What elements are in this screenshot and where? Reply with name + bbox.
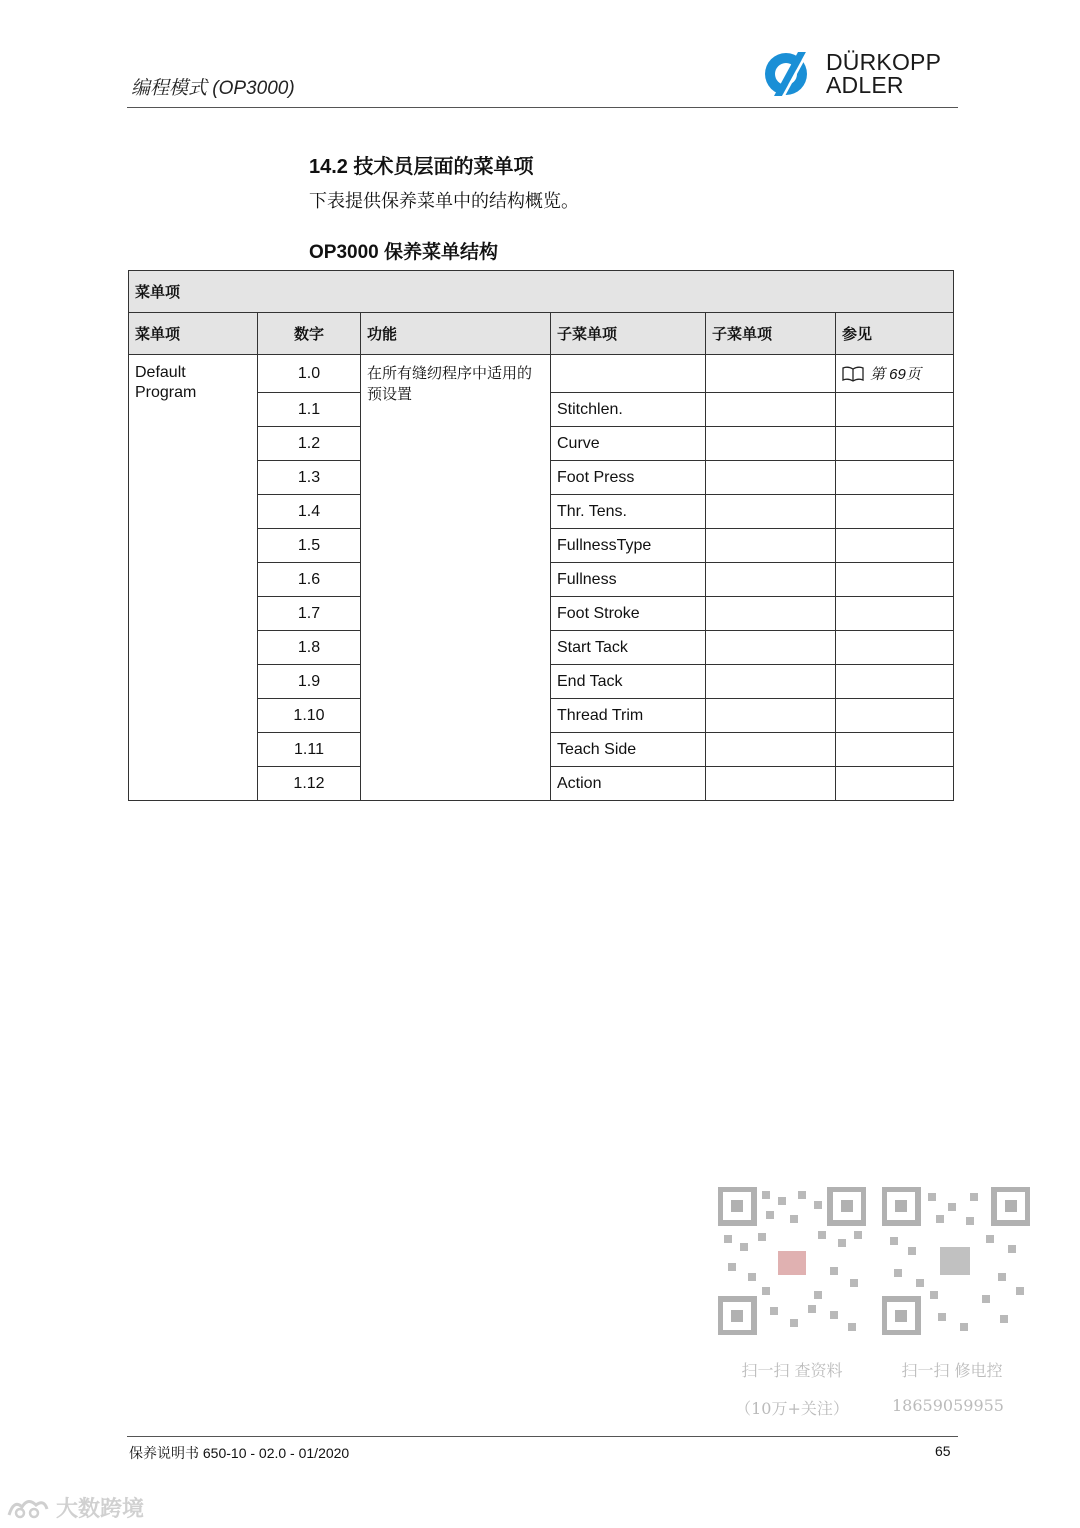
qr-code-icon xyxy=(718,1187,866,1335)
watermark-text: 大数跨境 xyxy=(56,1496,145,1521)
submenu-2-cell xyxy=(706,767,836,801)
durkopp-adler-logo xyxy=(762,50,962,100)
submenu-2-cell xyxy=(706,699,836,733)
table-header-row xyxy=(129,313,954,355)
reference-cell xyxy=(836,699,954,733)
reference-cell xyxy=(836,495,954,529)
qr-code-left[interactable] xyxy=(718,1187,866,1335)
table-row xyxy=(129,355,954,393)
maintenance-menu-table xyxy=(128,270,954,801)
table-caption-cell: 菜单项 xyxy=(129,271,954,313)
number-cell: 1.6 xyxy=(258,563,361,597)
column-header-function: 功能 xyxy=(361,313,551,355)
submenu-2-cell xyxy=(706,733,836,767)
reference-cell xyxy=(836,631,954,665)
submenu-cell: Start Tack xyxy=(551,631,706,665)
footer-document-info: 保养说明书 650-10 - 02.0 - 01/2020 xyxy=(129,1445,350,1461)
column-header-number: 数字 xyxy=(258,313,361,355)
submenu-2-cell xyxy=(706,529,836,563)
number-cell: 1.4 xyxy=(258,495,361,529)
qr-right-caption: 扫一扫 修电控 xyxy=(901,1361,1003,1380)
reference-cell xyxy=(836,767,954,801)
function-cell: 在所有缝纫程序中适用的预设置 xyxy=(361,355,551,801)
submenu-cell: Thr. Tens. xyxy=(551,495,706,529)
number-cell: 1.7 xyxy=(258,597,361,631)
submenu-cell: Thread Trim xyxy=(551,699,706,733)
column-header-menu-item: 菜单项 xyxy=(129,313,258,355)
submenu-2-cell xyxy=(706,665,836,699)
submenu-2-cell xyxy=(706,461,836,495)
submenu-cell xyxy=(551,355,706,393)
submenu-2-cell xyxy=(706,631,836,665)
reference-cell xyxy=(836,461,954,495)
number-cell: 1.12 xyxy=(258,767,361,801)
submenu-cell: Foot Stroke xyxy=(551,597,706,631)
column-header-submenu: 子菜单项 xyxy=(551,313,706,355)
submenu-cell: Teach Side xyxy=(551,733,706,767)
section-intro: 下表提供保养菜单中的结构概览。 xyxy=(309,191,579,211)
number-cell: 1.3 xyxy=(258,461,361,495)
qr-left-caption: 扫一扫 查资料 xyxy=(741,1361,843,1380)
submenu-2-cell xyxy=(706,355,836,393)
reference-link[interactable]: 第 69页 xyxy=(870,366,921,383)
reference-cell xyxy=(836,733,954,767)
number-cell: 1.11 xyxy=(258,733,361,767)
column-header-reference: 参见 xyxy=(836,313,954,355)
submenu-2-cell xyxy=(706,563,836,597)
reference-cell xyxy=(836,427,954,461)
number-cell: 1.9 xyxy=(258,665,361,699)
number-cell: 1.10 xyxy=(258,699,361,733)
watermark-logo-icon xyxy=(6,1495,50,1521)
reference-cell xyxy=(836,597,954,631)
qr-code-icon xyxy=(882,1187,1030,1335)
submenu-2-cell xyxy=(706,393,836,427)
section-title: 14.2 技术员层面的菜单项 xyxy=(309,156,534,178)
footer-divider xyxy=(127,1436,958,1437)
number-cell: 1.1 xyxy=(258,393,361,427)
number-cell: 1.0 xyxy=(258,355,361,393)
logo-mark-icon xyxy=(762,50,822,98)
number-cell: 1.5 xyxy=(258,529,361,563)
reference-cell xyxy=(836,529,954,563)
table-caption-row xyxy=(129,271,954,313)
reference-cell xyxy=(836,393,954,427)
reference-cell xyxy=(836,355,954,393)
reference-cell xyxy=(836,665,954,699)
header-divider xyxy=(127,107,958,108)
logo-text-line2: ADLER xyxy=(826,72,904,98)
book-icon xyxy=(842,366,864,382)
submenu-cell: Fullness xyxy=(551,563,706,597)
watermark xyxy=(6,1492,144,1523)
page-number: 65 xyxy=(935,1443,951,1459)
page-header-title: 编程模式 (OP3000) xyxy=(131,78,295,99)
submenu-cell: Curve xyxy=(551,427,706,461)
reference-cell xyxy=(836,563,954,597)
submenu-cell: FullnessType xyxy=(551,529,706,563)
logo-text-line1: DÜRKOPP xyxy=(826,49,942,75)
submenu-2-cell xyxy=(706,427,836,461)
table-caption: OP3000 保养菜单结构 xyxy=(309,242,498,263)
number-cell: 1.2 xyxy=(258,427,361,461)
qr-code-right[interactable] xyxy=(882,1187,1030,1335)
submenu-cell: End Tack xyxy=(551,665,706,699)
submenu-cell: Action xyxy=(551,767,706,801)
submenu-2-cell xyxy=(706,597,836,631)
submenu-cell: Foot Press xyxy=(551,461,706,495)
column-header-submenu-2: 子菜单项 xyxy=(706,313,836,355)
submenu-cell: Stitchlen. xyxy=(551,393,706,427)
submenu-2-cell xyxy=(706,495,836,529)
menu-item-cell: Default Program xyxy=(129,355,258,801)
number-cell: 1.8 xyxy=(258,631,361,665)
qr-right-subcaption: 18659059955 xyxy=(892,1396,1004,1415)
qr-left-subcaption: （10万+关注） xyxy=(735,1399,849,1418)
